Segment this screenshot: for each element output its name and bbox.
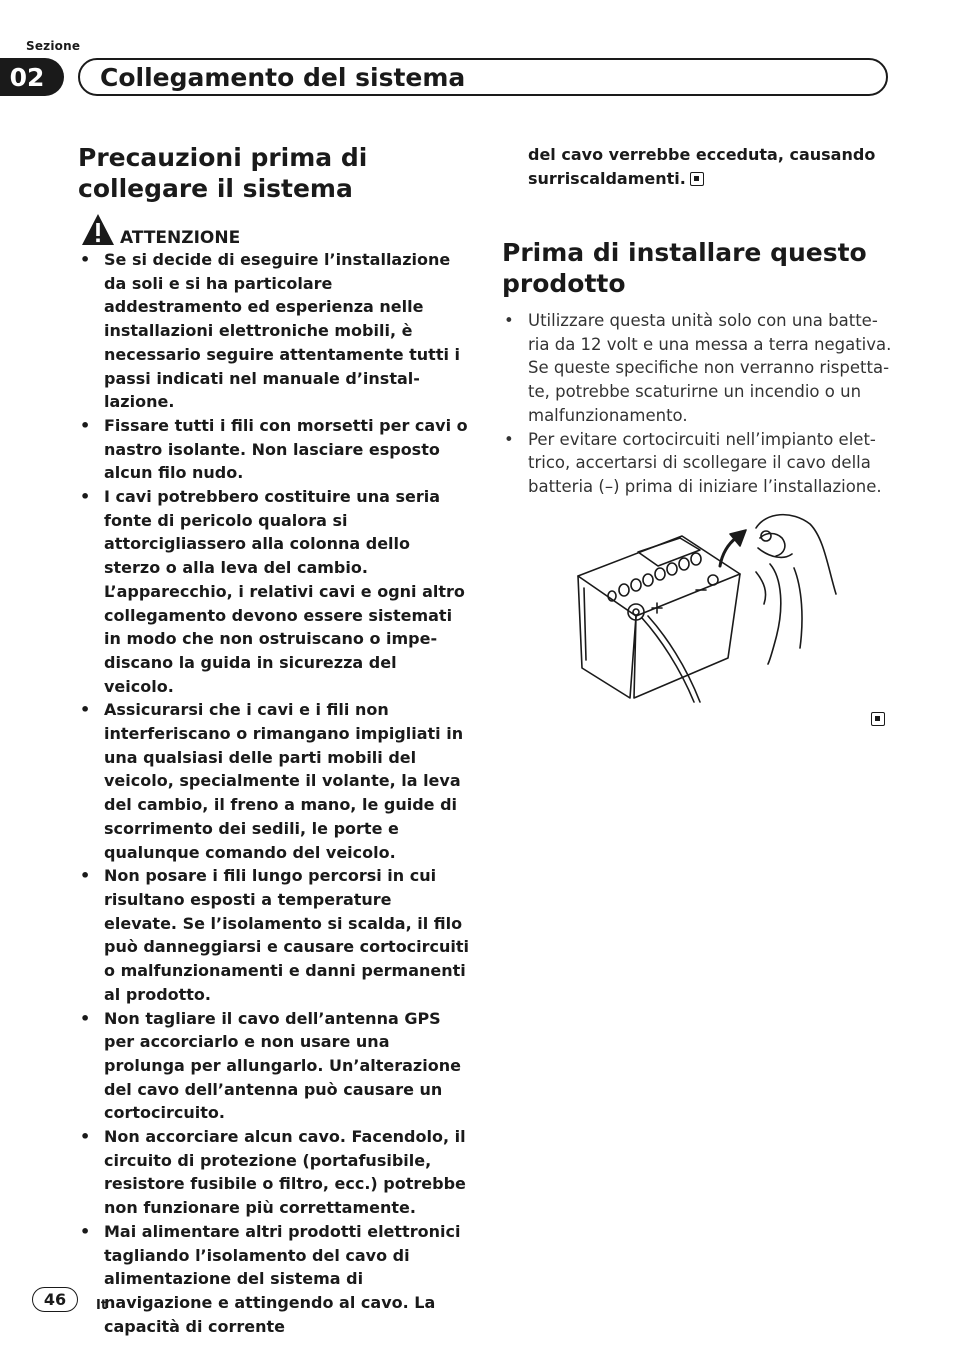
- section-number-badge: 02: [0, 58, 64, 96]
- list-item: • Se si decide di eseguire l’installazione da soli e si ha particolare addestramento ed esperienza nelle installazioni elettroniche mobili, è necessario seguire attentamente tutti i passi indicati nel manuale d’installazione.: [78, 248, 470, 414]
- list-item: • Non accorciare alcun cavo. Facendolo, il circuito di protezione (portafusibile, resistore fusibile o filtro, ecc.) potrebbe non funzionare più correttamente.: [78, 1125, 470, 1220]
- list-item: • Utilizzare questa unità solo con una batteria da 12 volt e una messa a terra negativa. Se queste specifiche non verranno rispettate, potrebbe scaturirne un incendio o un malfunzionamento.: [502, 309, 892, 428]
- warning-label: ATTENZIONE: [120, 228, 241, 248]
- precautions-list: [78, 248, 470, 1338]
- end-mark-icon: [690, 172, 704, 186]
- before-install-list: [502, 309, 892, 499]
- list-item: • Non posare i fili lungo percorsi in cui risultano esposti a temperature elevate. Se l’isolamento si scalda, il filo può danneggiarsi e causare cortocircuiti o malfunzionamenti e danni permanenti al prodotto.: [78, 864, 470, 1006]
- warning-triangle-icon: [80, 212, 116, 248]
- section-label: Sezione: [26, 39, 81, 53]
- list-item: • Fissare tutti i fili con morsetti per cavi o nastro isolante. Non lasciare esposto alcun filo nudo.: [78, 414, 470, 485]
- end-mark-icon: [871, 712, 885, 726]
- list-item: • Mai alimentare altri prodotti elettronici tagliando l’isolamento del cavo di alimentazione del sistema di navigazione e attingendo al cavo. La capacità di corrente: [78, 1220, 470, 1339]
- section-title: Collegamento del sistema: [78, 58, 888, 96]
- continued-text: del cavo verrebbe ecceduta, causando surriscaldamenti.: [528, 145, 876, 188]
- continued-paragraph: [528, 143, 892, 190]
- language-code: It: [96, 1298, 108, 1313]
- list-item: • I cavi potrebbero costituire una seria fonte di pericolo qualora si attorcigliassero alla colonna dello sterzo o alla leva del cambio. L’apparecchio, i relativi cavi e ogni altro collegamento devono essere sistemati in modo che non ostruiscano o impediscano la guida in sicurezza del veicolo.: [78, 485, 470, 698]
- page-number: 46: [32, 1287, 78, 1312]
- list-item: • Assicurarsi che i cavi e i fili non interferiscano o rimangano impigliati in una qualsiasi delle parti mobili del veicolo, specialmente il volante, la leva del cambio, il freno a mano, le guide di scorrimento dei sedili, le porte e qualunque comando del veicolo.: [78, 698, 470, 864]
- warning-header: [80, 210, 240, 248]
- list-item: • Per evitare cortocircuiti nell’impianto elettrico, accertarsi di scollegare il cavo della batteria (–) prima di iniziare l’installazione.: [502, 428, 892, 499]
- list-item: • Non tagliare il cavo dell’antenna GPS per accorciarlo e non usare una prolunga per allungarlo. Un’alterazione del cavo dell’antenna può causare un cortocircuito.: [78, 1007, 470, 1126]
- battery-disconnect-illustration-icon: [570, 508, 842, 704]
- precautions-heading: Precauzioni prima di collegare il sistema: [78, 143, 368, 203]
- before-install-heading: Prima di installare questo prodotto: [502, 238, 867, 298]
